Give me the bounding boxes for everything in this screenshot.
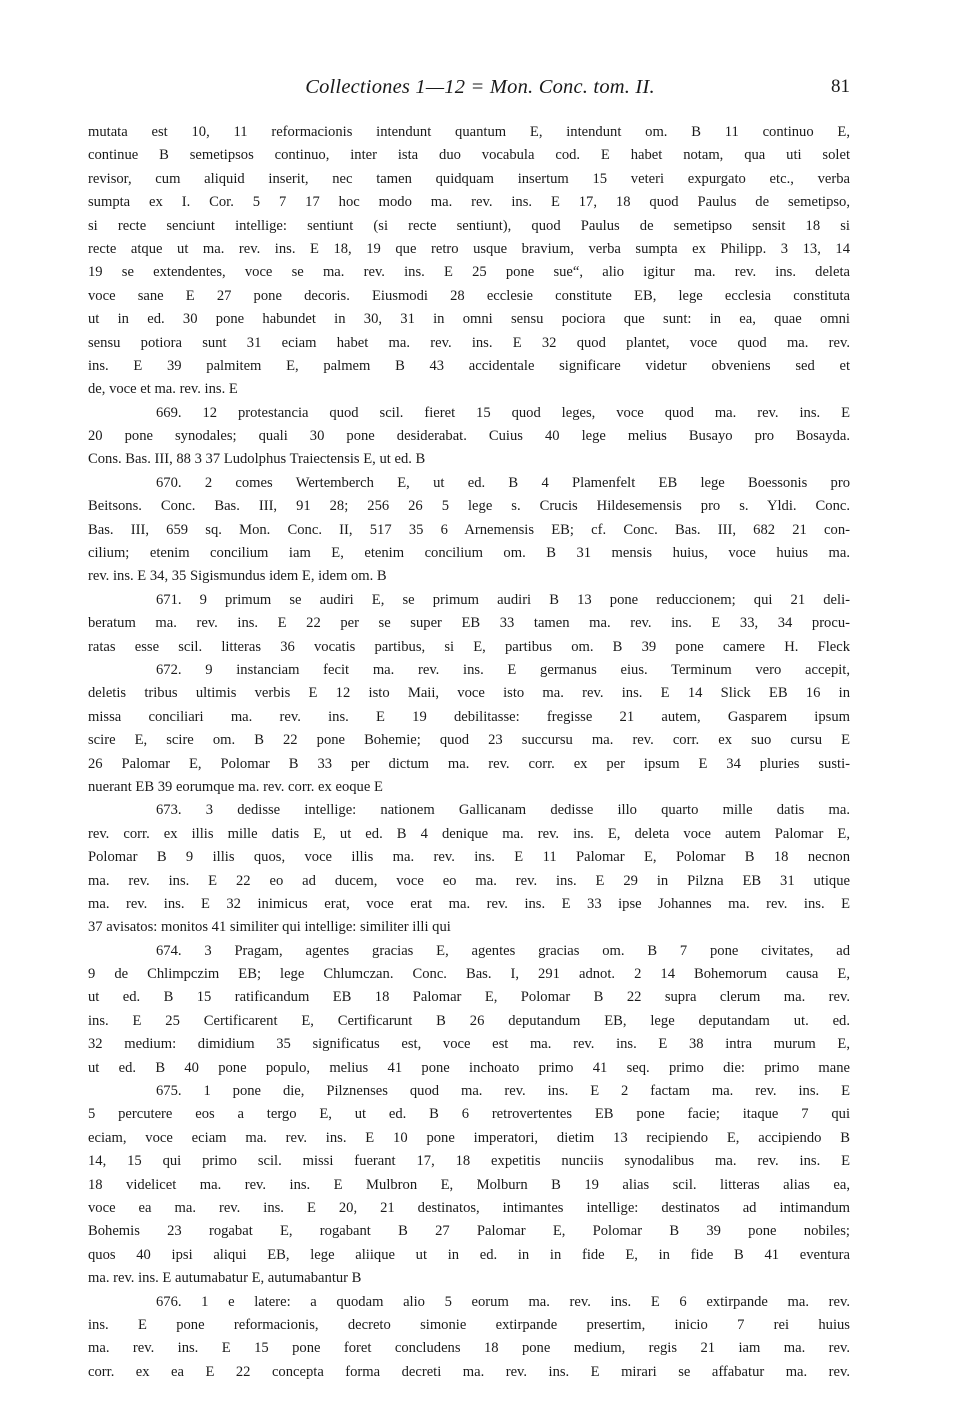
apparatus-line: ma. rev. ins. E 32 inimicus erat, voce erat ma. rev. ins. E 33 ipse Johannes ma. rev. ins. E [88, 895, 850, 912]
section-start-line: 674. 3 Pragam, agentes gracias E, agentes gracias om. B 7 pone civitates, ad [156, 942, 850, 959]
apparatus-line: de, voce et ma. rev. ins. E [88, 381, 238, 398]
apparatus-line: 5 percutere eos a tergo E, ut ed. B 6 retrovertentes EB pone facie; itaque 7 qui [88, 1106, 850, 1123]
apparatus-line: missa conciliari ma. rev. ins. E 19 debilitasse: fregisse 21 autem, Gasparem ipsum [88, 708, 850, 725]
apparatus-line: ma. rev. ins. E autumabatur E, autumabantur B [88, 1270, 362, 1287]
apparatus-line: 9 de Chlimpczim EB; lege Chlumczan. Conc. Bas. I, 291 adnot. 2 14 Bohemorum causa E, [88, 966, 850, 983]
apparatus-line: sensu potiora sunt 31 eciam habet ma. rev. ins. E 32 quod plantet, voce quod ma. rev. [88, 334, 850, 351]
apparatus-line: ratas esse scil. litteras 36 vocatis partibus, si E, partibus om. B 39 pone camere H. Fleck [88, 638, 850, 655]
running-head [0, 72, 960, 102]
apparatus-line: si recte senciunt intellige: sentiunt (si recte sentiunt), quod Paulus de semetipso sensit 18 si [88, 217, 850, 234]
section-start-line: 670. 2 comes Wertemberch E, ut ed. B 4 Plamenfelt EB lege Boessonis pro [156, 474, 850, 491]
running-title: Collectiones 1—12 = Mon. Conc. tom. II. [305, 76, 655, 98]
apparatus-line: ins. E 25 Certificarent E, Certificarunt B 26 deputandum EB, lege deputandam ut. ed. [88, 1012, 850, 1029]
apparatus-line: eciam, voce eciam ma. rev. ins. E 10 pone imperatori, dietim 13 recipiendo E, accipiendo B [88, 1129, 850, 1146]
section-start-line: 671. 9 primum se audiri E, se primum audiri B 13 pone reduccionem; qui 21 deli- [156, 591, 850, 608]
apparatus-line: recte atque ut ma. rev. ins. E 18, 19 que retro usque bravium, verba sumpta ex Philipp. 3 13, 14 [88, 240, 850, 257]
apparatus-line: 18 videlicet ma. rev. ins. E Mulbron E, Molburn B 19 alias scil. litteras alias ea, [88, 1176, 850, 1193]
apparatus-line: cilium; etenim concilium iam E, etenim concilium om. B 31 mensis huius, voce huius ma. [88, 545, 850, 562]
apparatus-line: Bohemis 23 rogabat E, rogabant B 27 Palomar E, Polomar B 39 pone nobiles; [88, 1223, 850, 1240]
apparatus-line: beratum ma. rev. ins. E 22 per se super EB 33 tamen ma. rev. ins. E 33, 34 procu- [88, 615, 850, 632]
apparatus-line: scire E, scire om. B 22 pone Bohemie; quod 23 succursu ma. rev. corr. ex suo cursu E [88, 732, 850, 749]
apparatus-line: 26 Palomar E, Polomar B 33 per dictum ma. rev. corr. ex per ipsum E 34 pluries susti- [88, 755, 850, 772]
apparatus-line: ut ed. B 15 ratificandum EB 18 Palomar E, Polomar B 22 supra clerum ma. rev. [88, 989, 850, 1006]
apparatus-line: Cons. Bas. III, 88 3 37 Ludolphus Traiectensis E, ut ed. B [88, 451, 426, 468]
apparatus-line: revisor, cum aliquid inserit, nec tamen quidquam insertum 15 veteri expurgato etc., verba [88, 170, 850, 187]
apparatus-line: quos 40 ipsi aliqui EB, lege aliique ut in ed. in in fide E, in fide B 41 eventura [88, 1246, 850, 1263]
apparatus-line: Polomar B 9 illis quos, voce illis ma. rev. ins. E 11 Palomar E, Polomar B 18 necnon [88, 849, 850, 866]
apparatus-line: rev. ins. E 34, 35 Sigismundus idem E, idem om. B [88, 568, 387, 585]
apparatus-line: continue B semetipsos continuo, inter ista duo vocabula cod. E habet notam, qua uti solet [88, 147, 850, 164]
apparatus-line: corr. ex ea E 22 concepta forma decreti ma. rev. ins. E mirari se affabatur ma. rev. [88, 1363, 850, 1380]
section-start-line: 672. 9 instanciam fecit ma. rev. ins. E germanus eius. Terminum vero accepit, [156, 661, 850, 678]
apparatus-line: voce sane E 27 pone decoris. Eiusmodi 28 ecclesie constitute EB, lege ecclesia constituta [88, 287, 850, 304]
apparatus-line: ut in ed. 30 pone habundet in 30, 31 in omni sensu pociora que sunt: in ea, quae omni [88, 311, 850, 328]
section-start-line: 675. 1 pone die, Pilznenses quod ma. rev. ins. E 2 factam ma. rev. ins. E [156, 1083, 850, 1100]
apparatus-line: ut ed. B 40 pone populo, melius 41 pone inchoato primo 41 seq. primo die: primo mane [88, 1059, 850, 1076]
apparatus-line: 14, 15 qui primo scil. missi fuerant 17, 18 expetitis nunciis synodalibus ma. rev. ins. E [88, 1153, 850, 1170]
apparatus-line: deletis tribus ultimis verbis E 12 isto Maii, voce isto ma. rev. ins. E 14 Slick EB 16 in [88, 685, 850, 702]
section-start-line: 676. 1 e latere: a quodam alio 5 eorum ma. rev. ins. E 6 extirpande ma. rev. [156, 1293, 850, 1310]
apparatus-line: 37 avisatos: monitos 41 similiter qui intellige: similiter illi qui [88, 919, 451, 936]
apparatus-line: nuerant EB 39 eorumque ma. rev. corr. ex eoque E [88, 778, 383, 795]
apparatus-line: sumpta ex I. Cor. 5 7 17 hoc modo ma. rev. ins. E 17, 18 quod Paulus de semetipso, [88, 194, 850, 211]
apparatus-line: voce ea ma. rev. ins. E 20, 21 destinatos, intimantes intellige: destinatos ad intimandum [88, 1199, 850, 1216]
apparatus-line: Bas. III, 659 sq. Mon. Conc. II, 517 35 6 Arnemensis EB; cf. Conc. Bas. III, 682 21 con- [88, 521, 850, 538]
critical-apparatus [88, 121, 850, 1384]
apparatus-line: ins. E pone reformacionis, decreto simonie extirpande presertim, inicio 7 rei huius [88, 1316, 850, 1333]
apparatus-line: ma. rev. ins. E 22 eo ad ducem, voce eo ma. rev. ins. E 29 in Pilzna EB 31 utique [88, 872, 850, 889]
apparatus-line: 32 medium: dimidium 35 significatus est, voce est ma. rev. ins. E 38 intra murum E, [88, 1036, 850, 1053]
section-start-line: 669. 12 protestancia quod scil. fieret 15 quod leges, voce quod ma. rev. ins. E [156, 404, 850, 421]
apparatus-line: Beitsons. Conc. Bas. III, 91 28; 256 26 5 lege s. Crucis Hildesemensis pro s. Yldi. Conc. [88, 498, 850, 515]
apparatus-line: mutata est 10, 11 reformacionis intendunt quantum E, intendunt om. B 11 continuo E, [88, 124, 850, 140]
apparatus-line: ins. E 39 palmitem E, palmem B 43 accidentale significare videtur obveniens sed et [88, 357, 850, 374]
apparatus-line: ma. rev. ins. E 15 pone foret concludens 18 pone medium, regis 21 iam ma. rev. [88, 1340, 850, 1357]
section-start-line: 673. 3 dedisse intellige: nationem Gallicanam dedisse illo quarto mille datis ma. [156, 802, 850, 819]
apparatus-line: 19 se extendentes, voce se ma. rev. ins. E 25 pone sue“, alio igitur ma. rev. ins. deleta [88, 264, 850, 281]
page-number: 81 [831, 76, 850, 97]
apparatus-line: rev. corr. ex illis mille datis E, ut ed. B 4 denique ma. rev. ins. E, deleta voce autem Palomar E, [88, 825, 850, 842]
apparatus-line: 20 pone synodales; quali 30 pone desiderabat. Cuius 40 lege melius Busayo pro Bosayda. [88, 428, 850, 445]
